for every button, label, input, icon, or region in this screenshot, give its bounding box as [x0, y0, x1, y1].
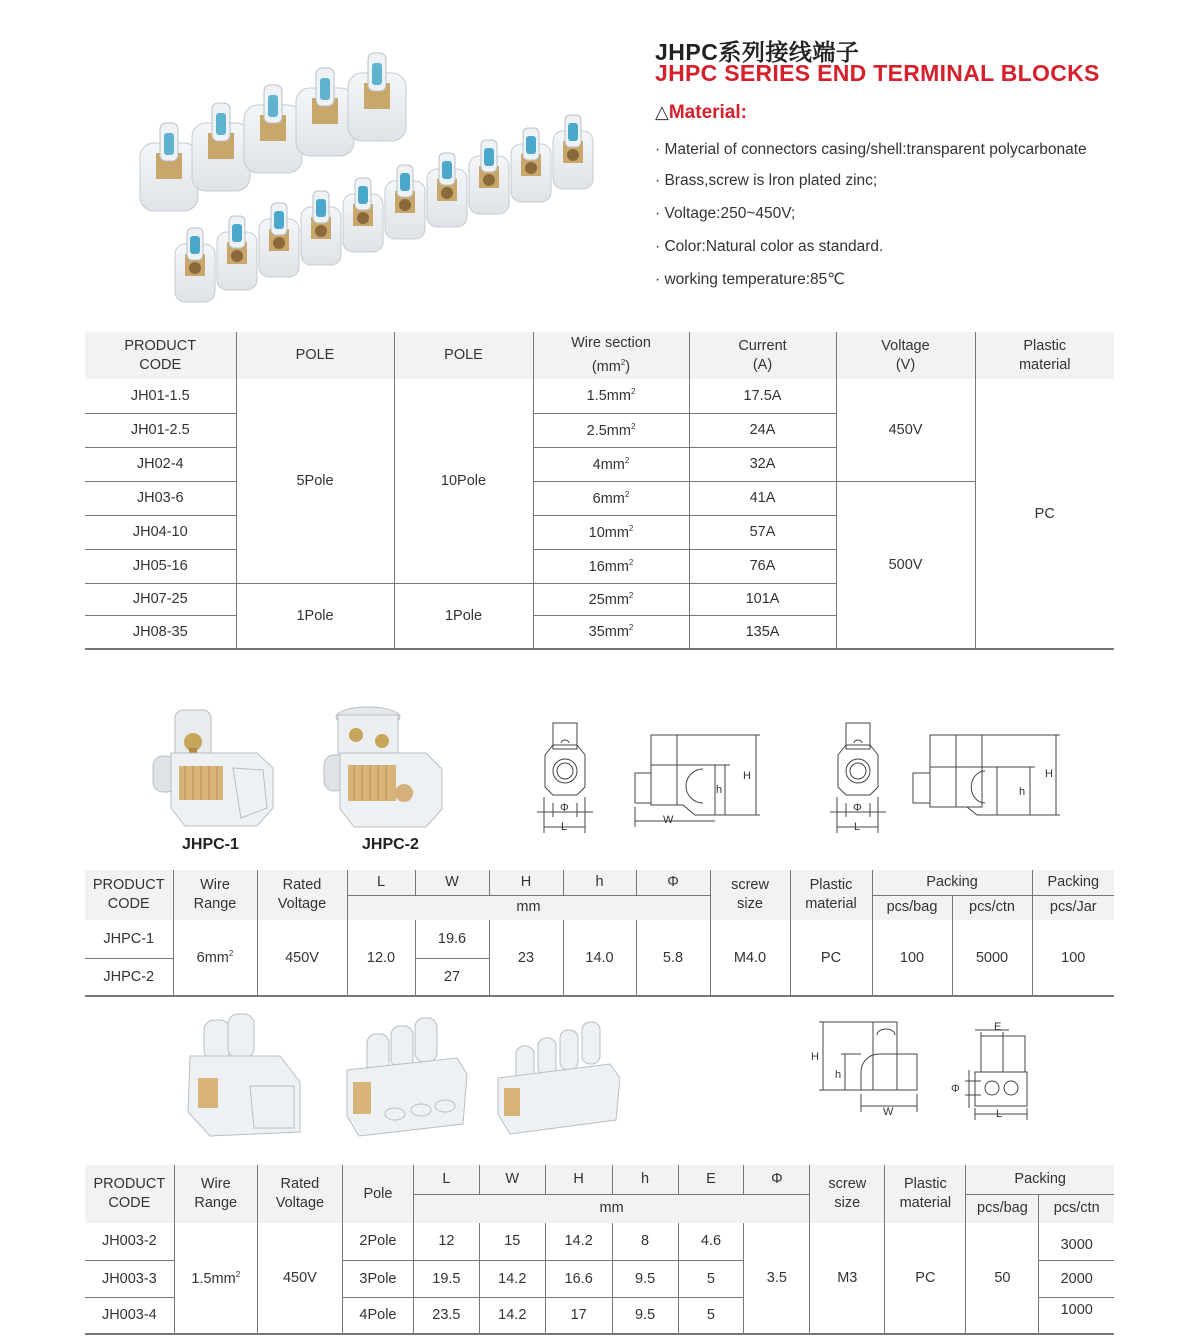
rated-voltage: 450V — [257, 920, 347, 996]
table-row — [85, 1223, 1114, 1260]
front-view-jhpc-2 — [830, 723, 886, 833]
header-packing: Packing — [872, 870, 1032, 895]
dim-W: 14.2 — [479, 1297, 545, 1334]
header-phi: Φ — [744, 1165, 810, 1194]
pcs-ctn: 3000 — [1039, 1223, 1114, 1260]
dim-L: 19.5 — [413, 1260, 479, 1297]
header-rated-voltage: Rated Voltage — [257, 870, 347, 920]
current: 135A — [689, 615, 836, 649]
spec-table-jh003 — [85, 1165, 1114, 1335]
side-view-jhpc-2 — [913, 735, 1060, 815]
header-W: W — [479, 1165, 545, 1194]
jhpc-1-photo — [145, 708, 280, 833]
triangle-icon: △ — [655, 102, 669, 122]
dim-W: 15 — [479, 1223, 545, 1260]
header-screw-size: screw size — [710, 870, 790, 920]
header-current: Current (A) — [689, 332, 836, 379]
jhpc-technical-drawing — [515, 715, 1075, 840]
pole-10: 10Pole — [394, 379, 533, 583]
material-item: · Material of connectors casing/shell:transparent polycarbonate — [655, 141, 1087, 158]
product-code: JH01-2.5 — [85, 413, 236, 447]
dim-L: 12 — [413, 1223, 479, 1260]
product-code: JHPC-1 — [85, 920, 173, 958]
title-chinese: JHPC系列接线端子 — [655, 39, 860, 65]
svg-text:h: h — [1019, 786, 1026, 798]
header-product-code: PRODUCT CODE — [85, 870, 173, 920]
header-L: L — [347, 870, 415, 895]
wire-section: $6mm^2$ — [533, 481, 689, 515]
header-pcs-ctn: pcs/ctn — [952, 895, 1032, 920]
current: 41A — [689, 481, 836, 515]
pole: 2Pole — [342, 1223, 413, 1260]
header-pole: Pole — [342, 1165, 413, 1223]
pcs-jar: 100 — [1032, 920, 1114, 996]
side-view-jhpc-1 — [635, 735, 760, 827]
current: 101A — [689, 583, 836, 615]
dim-H: 14.2 — [545, 1223, 612, 1260]
product-code: JH04-10 — [85, 515, 236, 549]
dim-H: 23 — [489, 920, 563, 996]
plastic-material: PC — [885, 1223, 966, 1334]
product-code: JH07-25 — [85, 583, 236, 615]
jh003-3-photo — [347, 1018, 467, 1136]
dim-W: 19.6 — [415, 920, 489, 958]
current: 24A — [689, 413, 836, 447]
spec-table-jhpc — [85, 870, 1114, 997]
svg-text:H: H — [811, 1051, 819, 1063]
jh003-technical-drawing — [805, 1018, 1035, 1124]
pcs-bag: 100 — [872, 920, 952, 996]
rated-voltage: 450V — [257, 1223, 342, 1334]
product-code: JH003-2 — [85, 1223, 174, 1260]
header-pole: POLE — [236, 332, 394, 379]
table-row — [85, 920, 1114, 958]
header-pcs-ctn: pcs/ctn — [1039, 1194, 1114, 1223]
screw-size: M3 — [810, 1223, 885, 1334]
dim-phi: 3.5 — [744, 1223, 810, 1334]
header-plastic-material: Plastic material — [885, 1165, 966, 1223]
material-item: · working temperature:85℃ — [655, 271, 845, 288]
product-code: JH05-16 — [85, 549, 236, 583]
header-wire-section: Wire section $(mm^2)$ — [533, 332, 689, 379]
pole: 4Pole — [342, 1297, 413, 1334]
header-unit-mm: mm — [347, 895, 710, 920]
header-product-code: PRODUCT CODE — [85, 332, 236, 379]
header-h: h — [612, 1165, 678, 1194]
pole-5: 5Pole — [236, 379, 394, 583]
svg-text:W: W — [883, 1106, 894, 1118]
voltage-450: 450V — [836, 379, 975, 481]
svg-text:Φ: Φ — [853, 802, 862, 814]
pcs-ctn: 1000 — [1039, 1297, 1114, 1334]
header-pole: POLE — [394, 332, 533, 379]
header-wire-range: Wire Range — [173, 870, 257, 920]
front-view-jh003 — [951, 1021, 1027, 1120]
jh003-photos — [180, 1012, 620, 1144]
dim-W: 14.2 — [479, 1260, 545, 1297]
header-pcs-jar: pcs/Jar — [1032, 895, 1114, 920]
dim-h: 9.5 — [612, 1297, 678, 1334]
dim-h: 14.0 — [563, 920, 636, 996]
svg-text:L: L — [996, 1108, 1003, 1120]
header-W: W — [415, 870, 489, 895]
wire-section: $10mm^2$ — [533, 515, 689, 549]
table-row — [85, 379, 1114, 413]
wire-section: $25mm^2$ — [533, 583, 689, 615]
pcs-bag: 50 — [966, 1223, 1039, 1334]
header-packing-jar: Packing — [1032, 870, 1114, 895]
material-item: · Brass,screw is lron plated zinc; — [655, 172, 878, 189]
dim-H: 16.6 — [545, 1260, 612, 1297]
wire-section: $2.5mm^2$ — [533, 413, 689, 447]
pole-1: 1Pole — [236, 583, 394, 649]
svg-text:h: h — [716, 784, 723, 796]
voltage-500: 500V — [836, 481, 975, 649]
header-pcs-bag: pcs/bag — [966, 1194, 1039, 1223]
svg-text:H: H — [1045, 768, 1053, 780]
current: 57A — [689, 515, 836, 549]
dim-E: 4.6 — [678, 1223, 744, 1260]
screw-size: M4.0 — [710, 920, 790, 996]
wire-section: $1.5mm^2$ — [533, 379, 689, 413]
product-code: JH01-1.5 — [85, 379, 236, 413]
jhpc-2-label: JHPC-2 — [362, 836, 419, 853]
material-heading-text: Material: — [668, 102, 747, 123]
dim-H: 17 — [545, 1297, 612, 1334]
svg-text:H: H — [743, 770, 751, 782]
product-code: JH03-6 — [85, 481, 236, 515]
material-list — [655, 138, 1092, 301]
svg-text:E: E — [994, 1021, 1002, 1033]
product-code: JH003-3 — [85, 1260, 174, 1297]
wire-range: $6mm^2$ — [173, 920, 257, 996]
dim-L: 23.5 — [413, 1297, 479, 1334]
svg-text:Φ: Φ — [560, 802, 569, 814]
header-rated-voltage: Rated Voltage — [257, 1165, 342, 1223]
product-code: JHPC-2 — [103, 968, 155, 985]
svg-text:L: L — [854, 821, 861, 833]
product-code: JH08-35 — [132, 623, 188, 640]
product-code: JH02-4 — [85, 447, 236, 481]
jh003-2-photo — [188, 1014, 300, 1136]
header-product-code: PRODUCT CODE — [85, 1165, 174, 1223]
pole-1: 1Pole — [394, 583, 533, 649]
header-pcs-bag: pcs/bag — [872, 895, 952, 920]
title-english: JHPC SERIES END TERMINAL BLOCKS — [655, 60, 1100, 86]
header-screw-size: screw size — [810, 1165, 885, 1223]
current: 17.5A — [689, 379, 836, 413]
header-plastic-material: Plastic material — [975, 332, 1114, 379]
spec-table-jh-series — [85, 332, 1114, 650]
header-E: E — [678, 1165, 744, 1194]
pole: 3Pole — [342, 1260, 413, 1297]
front-view-jhpc-1 — [537, 723, 593, 833]
current: 76A — [689, 549, 836, 583]
dim-E: 5 — [678, 1260, 744, 1297]
product-code: JH003-4 — [101, 1307, 157, 1324]
terminal-strip-photo — [130, 45, 610, 310]
plastic-material: PC — [975, 379, 1114, 649]
wire-range: $1.5mm^2$ — [174, 1223, 257, 1334]
svg-text:Φ: Φ — [951, 1083, 960, 1095]
header-H: H — [489, 870, 563, 895]
header-unit-mm: mm — [413, 1194, 809, 1223]
dim-E: 5 — [678, 1297, 744, 1334]
header-packing: Packing — [966, 1165, 1114, 1194]
jhpc-1-label: JHPC-1 — [182, 836, 239, 853]
material-heading — [655, 102, 747, 124]
dim-L: 12.0 — [347, 920, 415, 996]
side-view-jh003 — [811, 1022, 917, 1118]
header-L: L — [413, 1165, 479, 1194]
dim-h: 9.5 — [612, 1260, 678, 1297]
header-voltage: Voltage (V) — [836, 332, 975, 379]
svg-text:W: W — [663, 814, 674, 826]
wire-section: $16mm^2$ — [533, 549, 689, 583]
current: 32A — [689, 447, 836, 481]
header-plastic-material: Plastic material — [790, 870, 872, 920]
pcs-ctn: 5000 — [952, 920, 1032, 996]
header-phi: Φ — [636, 870, 710, 895]
dim-phi: 5.8 — [636, 920, 710, 996]
header-H: H — [545, 1165, 612, 1194]
svg-text:h: h — [835, 1069, 842, 1081]
dim-W: 27 — [415, 958, 489, 996]
dim-h: 8 — [612, 1223, 678, 1260]
header-wire-range: Wire Range — [174, 1165, 257, 1223]
material-item: · Voltage:250~450V; — [655, 205, 796, 222]
header-h: h — [563, 870, 636, 895]
plastic-material: PC — [790, 920, 872, 996]
jh003-4-photo — [498, 1022, 620, 1134]
jhpc-2-photo — [318, 705, 448, 833]
wire-section: $35mm^2$ — [533, 615, 689, 649]
wire-section: $4mm^2$ — [533, 447, 689, 481]
svg-text:L: L — [561, 821, 568, 833]
pcs-ctn: 2000 — [1039, 1260, 1114, 1297]
material-item: · Color:Natural color as standard. — [655, 238, 884, 255]
